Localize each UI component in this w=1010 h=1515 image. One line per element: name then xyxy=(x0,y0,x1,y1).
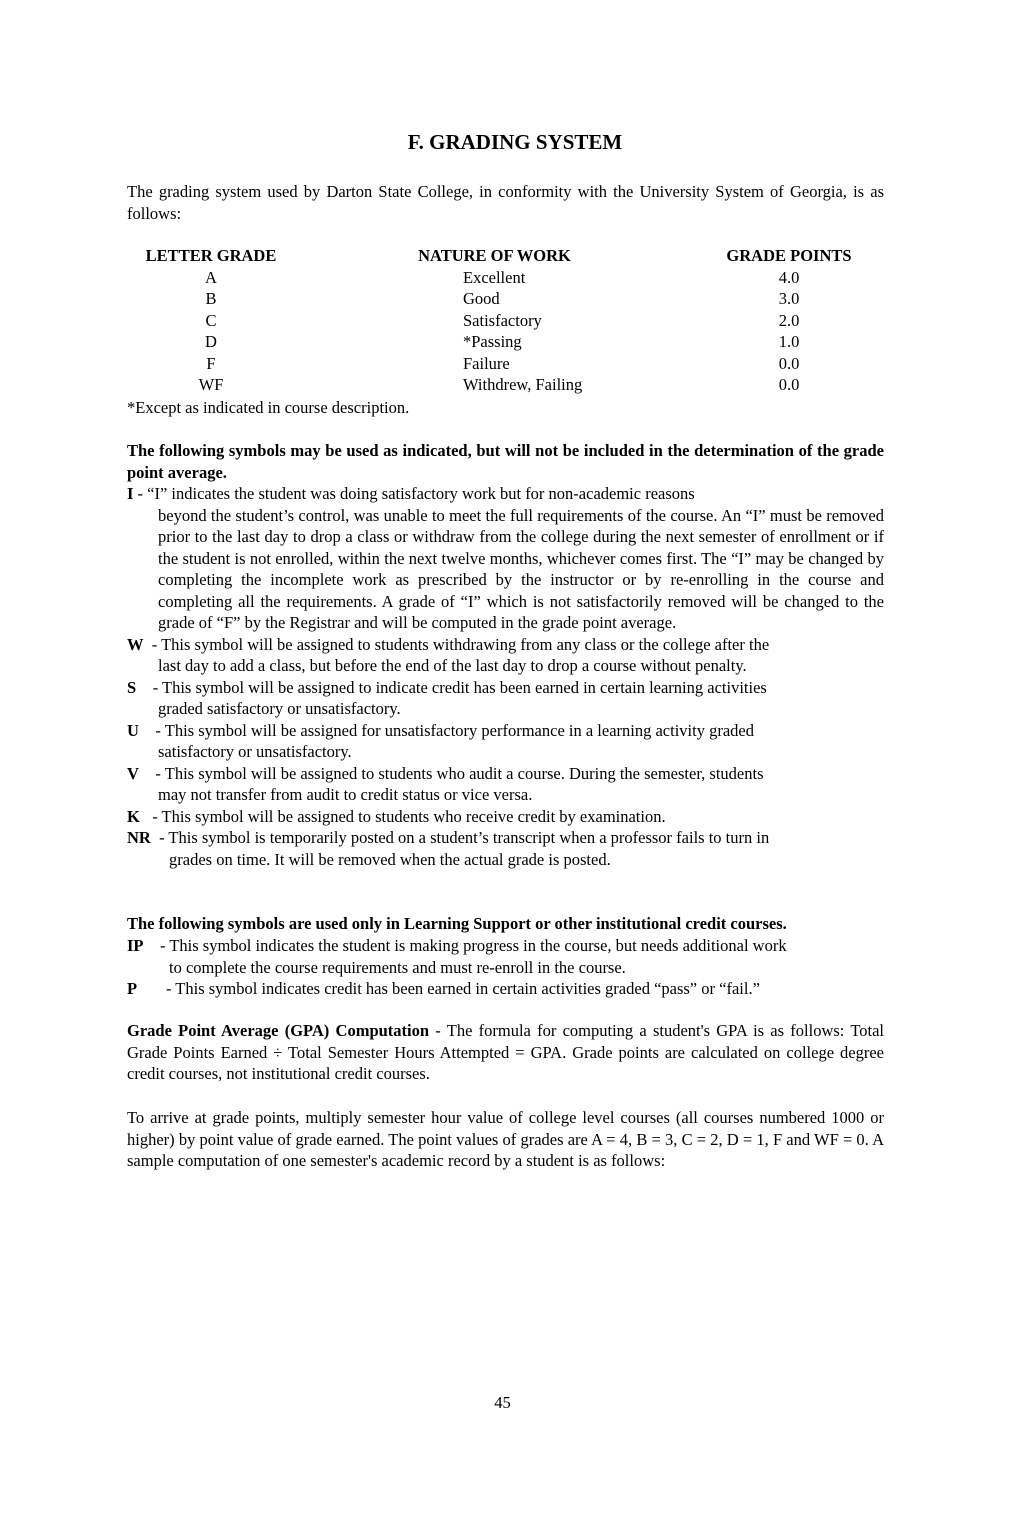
grade-table-header xyxy=(127,245,884,267)
symbol-code: NR xyxy=(127,828,151,847)
table-row xyxy=(127,374,884,396)
learning-support-heading: The following symbols are used only in Learning Support or other institutional credit courses. xyxy=(127,914,787,933)
cell-points: 4.0 xyxy=(778,267,800,287)
symbol-first-line: - This symbol will be assigned to indicate credit has been earned in certain learning activities xyxy=(136,677,767,697)
symbol-code: V xyxy=(127,763,139,783)
symbols-list xyxy=(127,483,884,870)
page-number: 45 xyxy=(494,1393,511,1412)
symbol-entry-v xyxy=(127,763,884,806)
symbol-continuation: satisfactory or unsatisfactory. xyxy=(158,742,352,761)
cell-letter: B xyxy=(205,289,217,308)
cell-letter: C xyxy=(205,310,217,330)
table-row xyxy=(127,353,884,375)
symbol-code: W xyxy=(127,634,144,654)
cell-nature: Withdrew, Failing xyxy=(463,375,583,394)
symbol-entry-w xyxy=(127,634,884,677)
symbol-entry-s xyxy=(127,677,884,720)
symbol-entry-nr xyxy=(127,827,884,870)
grade-footnote: *Except as indicated in course description. xyxy=(127,398,410,417)
gpa-paragraph xyxy=(127,1020,884,1085)
cell-nature: Excellent xyxy=(463,267,526,287)
symbol-entry-p xyxy=(127,978,884,1000)
intro-paragraph: The grading system used by Darton State College, in conformity with the University System of Georgia, is as follows: xyxy=(127,182,884,223)
symbol-code: I xyxy=(127,484,134,503)
symbol-continuation: grades on time. It will be removed when the actual grade is posted. xyxy=(169,849,611,869)
symbol-code: P xyxy=(127,979,138,998)
cell-points: 0.0 xyxy=(778,353,800,373)
symbol-entry-i xyxy=(127,483,884,634)
grade-table xyxy=(127,245,884,396)
symbol-entry-ip xyxy=(127,935,884,978)
symbol-code: K xyxy=(127,806,140,826)
symbol-entry-k xyxy=(127,806,884,828)
gpa-text: - The formula for computing a student's GPA is as follows: Total Grade Points Earned ÷ Total Semester Hours Attempted = GPA. Grade points are calculated on college degree credit courses, not institutional credit courses. xyxy=(127,1021,884,1083)
cell-letter: WF xyxy=(198,375,224,394)
cell-nature: Good xyxy=(463,289,500,308)
table-row xyxy=(127,267,884,289)
cell-points: 2.0 xyxy=(778,310,800,330)
symbol-continuation: to complete the course requirements and must re-enroll in the course. xyxy=(169,957,626,977)
gpa-lead: Grade Point Average (GPA) Computation xyxy=(127,1021,430,1040)
cell-nature: Satisfactory xyxy=(463,310,542,330)
grade-points-paragraph: To arrive at grade points, multiply semester hour value of college level courses (all courses numbered 1000 or higher) by point value of grade earned. The point values of grades are A = 4, B = 3, C = 2, D = 1, F and WF = 0. A sample computation of one semester's academic record by a student is as follows: xyxy=(127,1108,884,1170)
cell-points: 1.0 xyxy=(778,332,800,351)
cell-letter: A xyxy=(205,267,217,287)
table-row xyxy=(127,288,884,310)
symbol-first-line: - This symbol will be assigned to students withdrawing from any class or the college after the xyxy=(143,634,770,654)
symbol-continuation: last day to add a class, but before the end of the last day to drop a course without penalty. xyxy=(158,656,747,675)
header-nature-of-work: NATURE OF WORK xyxy=(418,246,571,265)
symbol-continuation: graded satisfactory or unsatisfactory. xyxy=(158,699,401,718)
symbol-code: S xyxy=(127,677,137,697)
symbol-first-line: - This symbol will be assigned to students who receive credit by examination. xyxy=(139,806,666,826)
learning-support-list xyxy=(127,935,884,1000)
symbol-first-line: - This symbol indicates the student is making progress in the course, but needs additional work xyxy=(143,936,787,955)
cell-letter: D xyxy=(205,332,217,351)
symbol-entry-u xyxy=(127,720,884,763)
symbol-continuation: may not transfer from audit to credit status or vice versa. xyxy=(158,785,533,804)
cell-letter: F xyxy=(206,353,216,373)
page-title: F. GRADING SYSTEM xyxy=(407,130,623,154)
symbol-first-line: - This symbol is temporarily posted on a student’s transcript when a professor fails to turn in xyxy=(150,828,770,847)
table-row xyxy=(127,310,884,332)
symbol-first-line: - “I” indicates the student was doing satisfactory work but for non-academic reasons xyxy=(133,484,695,503)
symbol-code: U xyxy=(127,720,139,740)
cell-nature: Failure xyxy=(463,353,510,373)
cell-points: 3.0 xyxy=(778,289,800,308)
cell-nature: *Passing xyxy=(463,332,522,351)
cell-points: 0.0 xyxy=(778,375,800,394)
symbol-first-line: - This symbol will be assigned for unsatisfactory performance in a learning activity graded xyxy=(138,720,754,740)
symbol-first-line: - This symbol indicates credit has been earned in certain activities graded “pass” or “fail.” xyxy=(137,979,760,998)
symbols-heading: The following symbols may be used as indicated, but will not be included in the determination of the grade point average. xyxy=(127,441,884,482)
table-row xyxy=(127,331,884,353)
symbol-continuation: beyond the student’s control, was unable to meet the full requirements of the course. An “I” must be removed prior to the last day to drop a class or withdraw from the college during the next semester of enrollment or if the student is not enrolled, within the next twelve months, whichever comes first. The “I” may be changed by completing the incomplete work as prescribed by the instructor or by re-enrolling in the course and completing all the requirements. A grade of “I” which is not satisfactorily removed will be changed to the grade of “F” by the Registrar and will be computed in the grade point average. xyxy=(158,505,884,632)
header-letter-grade: LETTER GRADE xyxy=(145,246,277,265)
header-grade-points: GRADE POINTS xyxy=(726,246,852,265)
symbol-first-line: - This symbol will be assigned to students who audit a course. During the semester, students xyxy=(138,763,764,783)
symbol-code: IP xyxy=(127,936,144,955)
